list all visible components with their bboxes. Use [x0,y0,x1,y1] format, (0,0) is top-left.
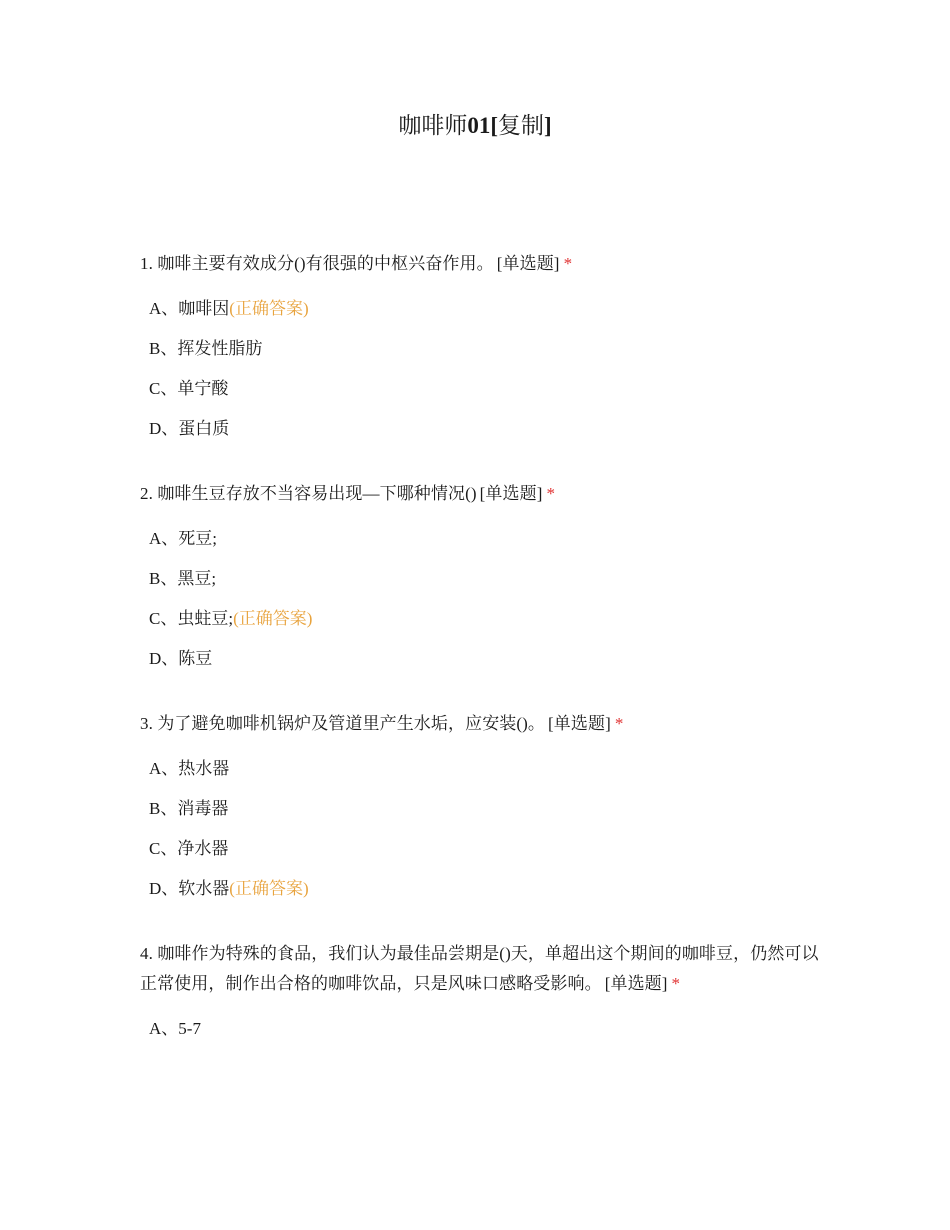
option-text: 净水器 [177,839,229,858]
answer-option [140,749,820,789]
answer-option [140,869,820,909]
question-text [140,249,820,279]
option-letter: C、 [149,609,178,628]
option-text: 咖啡因 [178,299,230,318]
question-number: 3. [140,714,153,733]
title-text-1: 咖啡师 [398,113,468,138]
required-mark: * [671,974,681,993]
answer-option [140,289,820,329]
question-1 [140,249,820,449]
option-text: 消毒器 [177,799,229,818]
option-text: 5-7 [178,1019,201,1038]
title-text-2: 01[ [467,113,498,138]
option-letter: A、 [149,529,179,548]
question-type-label: [单选题] [479,484,543,503]
title-text-3: 复制 [498,113,544,138]
question-number: 2. [140,484,153,503]
correct-answer-label: (正确答案) [233,609,313,628]
option-letter: C、 [149,379,178,398]
question-text [140,479,820,509]
page-title [0,110,950,142]
question-text [140,939,820,999]
option-letter: B、 [149,339,178,358]
option-text: 黑豆; [177,569,217,588]
question-body: 咖啡生豆存放不当容易出现—下哪种情况() [157,484,477,503]
option-letter: A、 [149,759,179,778]
answer-option [140,409,820,449]
question-number: 1. [140,254,153,273]
option-text: 挥发性脂肪 [177,339,263,358]
title-text-4: ] [544,113,552,138]
option-letter: A、 [149,299,179,318]
question-text [140,709,820,739]
question-body: 咖啡作为特殊的食品，我们认为最佳品尝期是()天，单超出这个期间的咖啡豆，仍然可以正常使用，制作出合格的咖啡饮品，只是风味口感略受影响。 [140,944,819,993]
question-3 [140,709,820,909]
option-letter: D、 [149,879,179,898]
option-text: 死豆; [178,529,218,548]
question-list [140,249,820,1079]
answer-option [140,1009,820,1049]
option-letter: D、 [149,419,179,438]
option-text: 热水器 [178,759,230,778]
answer-option [140,559,820,599]
question-number: 4. [140,944,153,963]
question-type-label: [单选题] [496,254,560,273]
answer-option [140,599,820,639]
correct-answer-label: (正确答案) [229,879,309,898]
option-letter: A、 [149,1019,179,1038]
answer-option [140,519,820,559]
question-2 [140,479,820,679]
required-mark: * [563,254,573,273]
option-letter: D、 [149,649,179,668]
answer-option [140,639,820,679]
option-letter: B、 [149,569,178,588]
required-mark: * [614,714,624,733]
option-text: 软水器 [178,879,230,898]
answer-option [140,789,820,829]
question-body: 为了避免咖啡机锅炉及管道里产生水垢，应安装()。 [157,714,546,733]
answer-option [140,829,820,869]
option-text: 虫蛀豆; [177,609,234,628]
answer-option [140,329,820,369]
answer-option [140,369,820,409]
required-mark: * [546,484,556,503]
question-type-label: [单选题] [604,974,668,993]
option-text: 陈豆 [178,649,213,668]
option-letter: B、 [149,799,178,818]
question-4 [140,939,820,1049]
option-text: 单宁酸 [177,379,229,398]
correct-answer-label: (正确答案) [229,299,309,318]
question-body: 咖啡主要有效成分()有很强的中枢兴奋作用。 [157,254,494,273]
question-type-label: [单选题] [548,714,611,733]
option-letter: C、 [149,839,178,858]
option-text: 蛋白质 [178,419,230,438]
